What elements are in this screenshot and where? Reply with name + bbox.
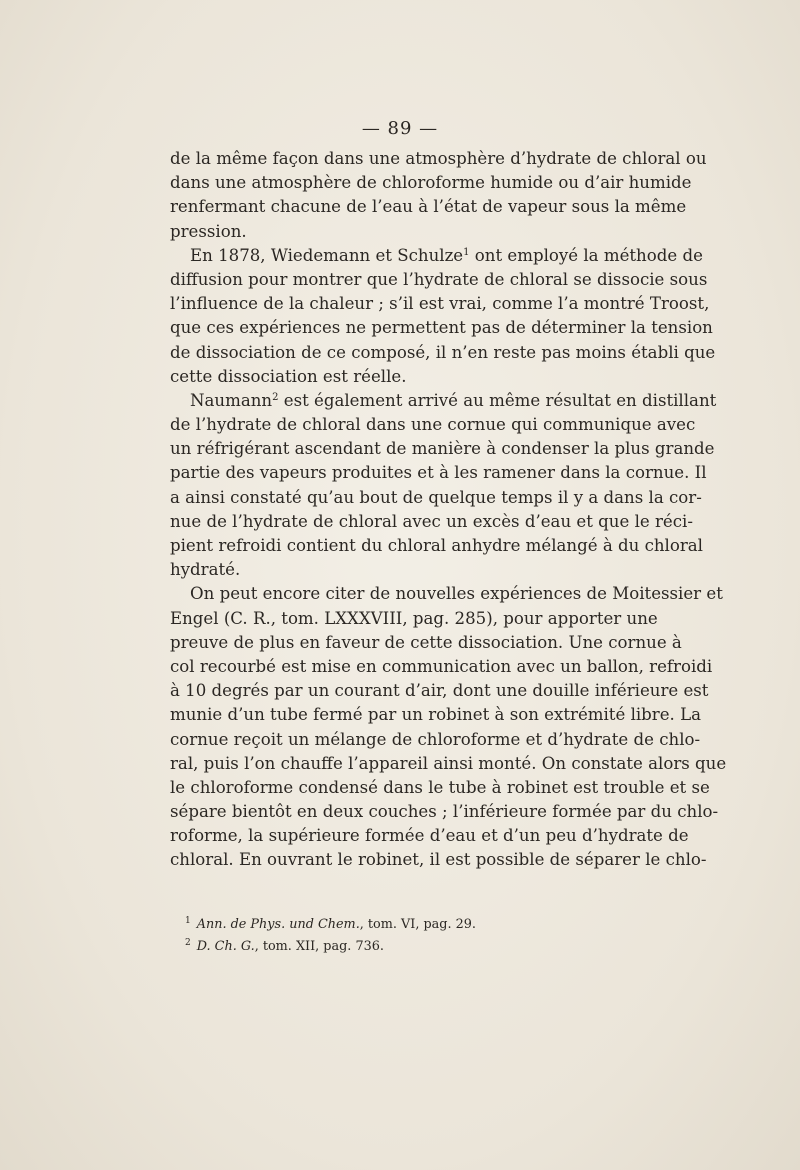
- footnote-mark: 2: [185, 938, 191, 948]
- text-line: que ces expériences ne permettent pas de déterminer la tension: [170, 318, 713, 338]
- text-fragment: Naumann: [190, 390, 273, 410]
- text-line-with-note: [170, 244, 703, 268]
- footnote-source: Ann. de Phys. und Chem.: [196, 917, 360, 932]
- text-line: dans une atmosphère de chloroforme humide ou d’air humide: [170, 173, 692, 193]
- body-text: [170, 147, 727, 873]
- text-fragment: est également arrivé au même résultat en distillant: [283, 390, 717, 410]
- text-line: pression.: [170, 221, 247, 241]
- footnote-reference: 1: [463, 246, 470, 258]
- text-line: nue de l’hydrate de chloral avec un excès d’eau et que le réci-: [170, 511, 693, 531]
- text-line: ral, puis l’on chauffe l’appareil ainsi monté. On constate alors que: [170, 753, 727, 773]
- text-line: Engel (C. R., tom. LXXXVIII, pag. 285), pour apporter une: [170, 608, 658, 628]
- text-fragment: ont employé la méthode de: [474, 245, 703, 265]
- footnote-detail: , tom. VI, pag. 29.: [359, 917, 476, 932]
- footnote-mark: 1: [185, 916, 191, 926]
- footnote: [185, 934, 605, 956]
- text-line: de la même façon dans une atmosphère d’hydrate de chloral ou: [170, 149, 707, 168]
- text-line: pient refroidi contient du chloral anhydre mélangé à du chloral: [170, 536, 703, 555]
- text-line: preuve de plus en faveur de cette dissociation. Une cornue à: [170, 632, 682, 652]
- text-line: partie des vapeurs produites et à les ramener dans la cornue. Il: [170, 463, 707, 483]
- text-line: On peut encore citer de nouvelles expériences de Moitessier et: [190, 584, 723, 604]
- text-line: l’influence de la chaleur ; s’il est vrai, comme l’a montré Troost,: [170, 294, 710, 314]
- text-line: à 10 degrés par un courant d’air, dont une douille inférieure est: [170, 681, 709, 701]
- page-number: — 89 —: [361, 118, 439, 139]
- text-line-with-note: [170, 389, 717, 413]
- footnote-reference: 2: [272, 391, 279, 403]
- footnote: [185, 912, 605, 934]
- text-line: sépare bientôt en deux couches ; l’inférieure formée par du chlo-: [170, 802, 719, 822]
- text-line: a ainsi constaté qu’au bout de quelque temps il y a dans la cor-: [170, 487, 702, 507]
- text-line: munie d’un tube fermé par un robinet à son extrémité libre. La: [170, 705, 702, 725]
- text-line: cornue reçoit un mélange de chloroforme et d’hydrate de chlo-: [170, 729, 701, 749]
- text-fragment: En 1878, Wiedemann et Schulze: [190, 245, 464, 265]
- footnote-source: D. Ch. G.: [196, 939, 255, 954]
- text-line: le chloroforme condensé dans le tube à robinet est trouble et se: [170, 777, 710, 797]
- text-line: roforme, la supérieure formée d’eau et d’un peu d’hydrate de: [170, 826, 689, 846]
- text-line: renfermant chacune de l’eau à l’état de vapeur sous la même: [170, 197, 687, 217]
- text-line: de dissociation de ce composé, il n’en reste pas moins établi que: [170, 342, 716, 362]
- text-line: un réfrigérant ascendant de manière à condenser la plus grande: [170, 439, 715, 459]
- text-line: cette dissociation est réelle.: [170, 366, 407, 386]
- text-line: hydraté.: [170, 560, 241, 580]
- footnotes: [185, 912, 605, 956]
- text-line: chloral. En ouvrant le robinet, il est possible de séparer le chlo-: [170, 850, 707, 870]
- text-line: diffusion pour montrer que l’hydrate de chloral se dissocie sous: [170, 269, 708, 289]
- text-line: de l’hydrate de chloral dans une cornue qui communique avec: [170, 415, 696, 435]
- text-line: col recourbé est mise en communication avec un ballon, refroidi: [170, 656, 713, 676]
- footnote-detail: , tom. XII, pag. 736.: [254, 939, 384, 954]
